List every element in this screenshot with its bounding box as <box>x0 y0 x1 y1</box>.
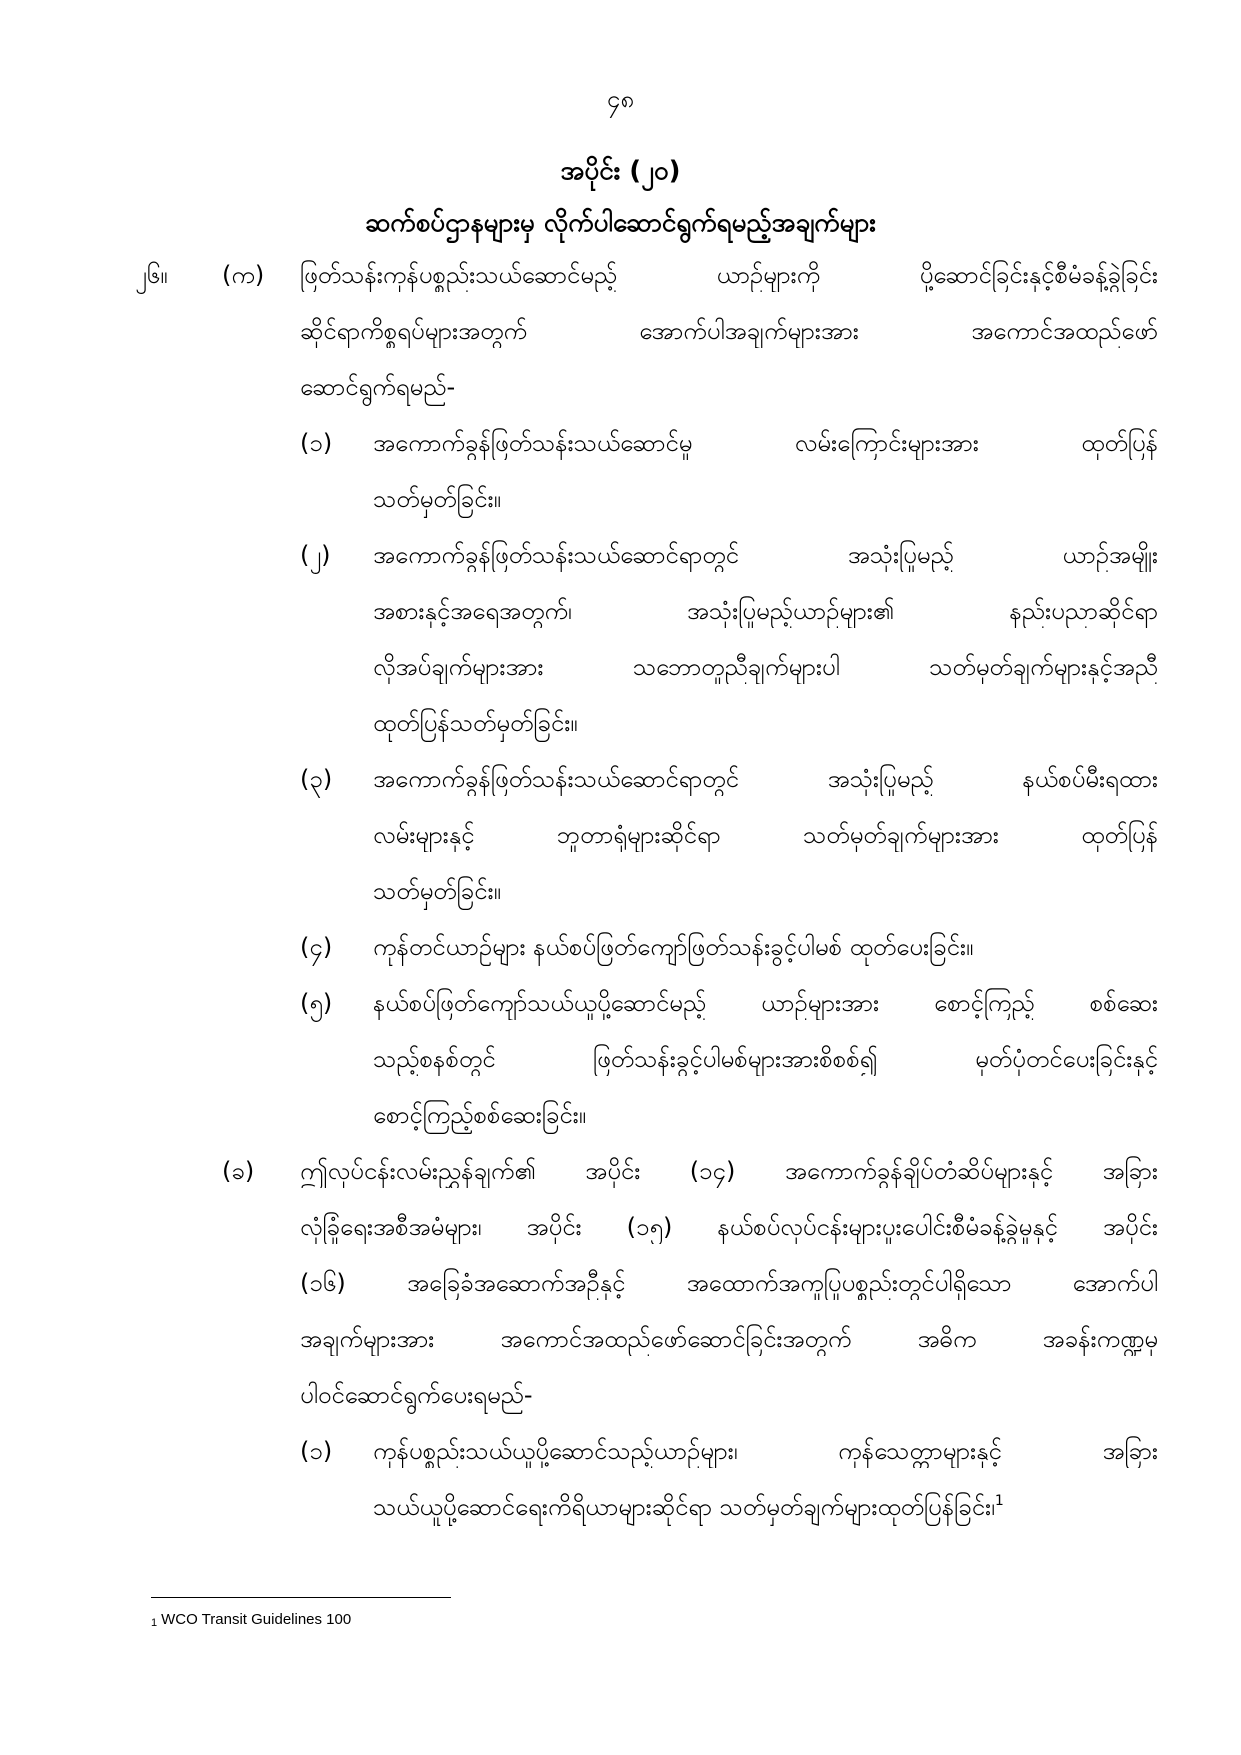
sub-b-line: ဤလုပ်ငန်းလမ်းညွှန်ချက်၏ အပိုင်း (၁၄) အကောက်ခွန်ချိပ်တံဆိပ်များနှင့် အခြား <box>300 1157 1158 1185</box>
sub-a-line: ဖြတ်သန်းကုန်ပစ္စည်းသယ်ဆောင်မည့် ယာဉ်များကို ပို့ဆောင်ခြင်းနှင့်စီမံခန့်ခွဲခြင်း <box>300 261 1158 289</box>
item-line: စောင့်ကြည့်စစ်ဆေးခြင်း။ <box>373 1101 587 1129</box>
sub-b-line: (၁၆) အခြေခံအဆောက်အဦနှင့် အထောက်အကူပြုပစ္စည်းတွင်ပါရှိသော အောက်ပါ <box>300 1269 1158 1297</box>
sub-b-line: ပါဝင်ဆောင်ရွက်ပေးရမည်- <box>300 1381 533 1409</box>
section-number: ၂၆။ <box>135 261 168 289</box>
item-line: သည့်စနစ်တွင် ဖြတ်သန်းခွင့်ပါမစ်များအားစိစစ်၍ မှတ်ပုံတင်ပေးခြင်းနှင့် <box>373 1045 1158 1073</box>
item-marker: (၁) <box>300 429 333 457</box>
item-marker: (၂) <box>300 541 331 569</box>
page-number: ၄၈ <box>606 85 635 113</box>
sub-b-line: လုံခြုံရေးအစီအမံများ၊ အပိုင်း (၁၅) နယ်စပ်လုပ်ငန်းများပူးပေါင်းစီမံခန့်ခွဲမှုနှင့် အပိုင်း <box>300 1213 1158 1241</box>
section-title: ဆက်စပ်ဌာနများမှ လိုက်ပါဆောင်ရွက်ရမည့်အချက်များ <box>365 208 876 238</box>
item-line: သယ်ယူပို့ဆောင်ရေးကိရိယာများဆိုင်ရာ သတ်မှတ်ချက်များထုတ်ပြန်ခြင်း၊ <box>373 1493 995 1521</box>
sub-b-line: အချက်များအား အကောင်အထည်ဖော်ဆောင်ခြင်းအတွက် အဓိက အခန်းကဏ္ဍမှ <box>300 1325 1158 1353</box>
item-line: ထုတ်ပြန်သတ်မှတ်ခြင်း။ <box>373 709 578 737</box>
item-marker: (၃) <box>300 765 333 793</box>
sub-a-line: ဆောင်ရွက်ရမည်- <box>300 373 456 401</box>
footnote-divider <box>151 1597 451 1598</box>
item-line-with-footnote <box>373 1490 1004 1524</box>
footnote <box>151 1610 351 1633</box>
item-line: အကောက်ခွန်ဖြတ်သန်းသယ်ဆောင်ရာတွင် အသုံးပြုမည့် ယာဉ်အမျိုး <box>373 541 1158 569</box>
footnote-text: WCO Transit Guidelines 100 <box>161 1611 352 1628</box>
item-line: ကုန်ပစ္စည်းသယ်ယူပို့ဆောင်သည့်ယာဉ်များ၊ ကုန်သေတ္တာများနှင့် အခြား <box>373 1437 1158 1465</box>
item-line: အကောက်ခွန်ဖြတ်သန်းသယ်ဆောင်မှု လမ်းကြောင်းများအား ထုတ်ပြန် <box>373 429 1158 457</box>
item-line: သတ်မှတ်ခြင်း။ <box>373 485 501 513</box>
item-line: သတ်မှတ်ခြင်း။ <box>373 877 501 905</box>
part-heading: အပိုင်း (၂၀) <box>560 156 681 186</box>
item-marker: (၄) <box>300 933 333 961</box>
item-line: နယ်စပ်ဖြတ်ကျော်သယ်ယူပို့ဆောင်မည့် ယာဉ်များအား စောင့်ကြည့် စစ်ဆေး <box>373 989 1158 1017</box>
item-marker: (၁) <box>300 1437 333 1465</box>
item-line: လိုအပ်ချက်များအား သဘောတူညီချက်များပါ သတ်မှတ်ချက်များနှင့်အညီ <box>373 653 1158 681</box>
sub-b-marker: (ခ) <box>222 1157 255 1185</box>
sub-a-marker: (က) <box>222 261 265 289</box>
item-marker: (၅) <box>300 989 333 1017</box>
footnote-number: 1 <box>151 1617 158 1629</box>
item-line: အကောက်ခွန်ဖြတ်သန်းသယ်ဆောင်ရာတွင် အသုံးပြုမည့် နယ်စပ်မီးရထား <box>373 765 1158 793</box>
sub-a-line: ဆိုင်ရာကိစ္စရပ်များအတွက် အောက်ပါအချက်များအား အကောင်အထည်ဖော် <box>300 317 1158 345</box>
item-line: လမ်းများနှင့် ဘူတာရုံများဆိုင်ရာ သတ်မှတ်ချက်များအား ထုတ်ပြန် <box>373 821 1158 849</box>
item-line: အစားနှင့်အရေအတွက်၊ အသုံးပြုမည့်ယာဉ်များ၏ နည်းပညာဆိုင်ရာ <box>373 597 1158 625</box>
item-line: ကုန်တင်ယာဉ်များ နယ်စပ်ဖြတ်ကျော်ဖြတ်သန်းခွင့်ပါမစ် ထုတ်ပေးခြင်း။ <box>373 933 974 961</box>
footnote-reference[interactable]: 1 <box>994 1493 1004 1509</box>
